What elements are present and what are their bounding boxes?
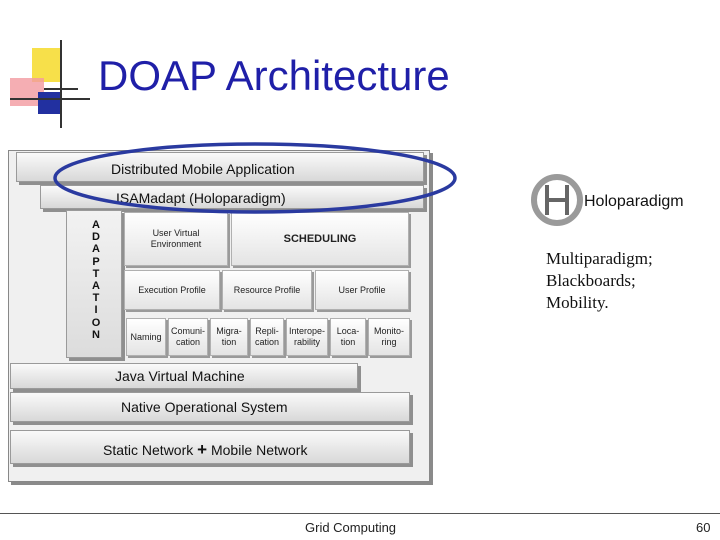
location-box: Loca- tion [330, 318, 366, 356]
resource-profile-box: Resource Profile [222, 270, 312, 310]
network-layer [10, 430, 410, 464]
interoperability-box: Interope- rability [286, 318, 328, 356]
adaptation-letter: A [92, 219, 100, 231]
page-number: 60 [696, 520, 711, 535]
adaptation-letter: A [92, 243, 100, 256]
holoparadigm-label: Holoparadigm [584, 193, 684, 210]
adaptation-letters [86, 219, 106, 341]
adaptation-letter: T [92, 292, 100, 305]
adaptation-letter: O [91, 316, 101, 329]
feature-item: Mobility. [546, 293, 609, 312]
footer-divider [0, 513, 720, 514]
highlight-ellipse [50, 138, 460, 218]
mobile-network-label: Mobile Network [210, 442, 308, 458]
adaptation-letter: N [92, 328, 100, 341]
footer-center-text: Grid Computing [305, 520, 397, 535]
isamadapt-label: ISAMadapt (Holoparadigm) [116, 190, 286, 206]
static-network-label: Static Network [103, 442, 194, 458]
slide-title: DOAP Architecture [98, 52, 450, 99]
migration-box: Migra- tion [210, 318, 248, 356]
distributed-app-label: Distributed Mobile Application [111, 161, 295, 177]
feature-item: Blackboards; [546, 271, 636, 290]
user-profile-box: User Profile [315, 270, 409, 310]
replication-box: Repli- cation [250, 318, 284, 356]
feature-item: Multiparadigm; [546, 249, 653, 268]
plus-symbol: + [197, 440, 208, 459]
jvm-label: Java Virtual Machine [115, 368, 245, 384]
adaptation-letter: D [92, 231, 100, 244]
user-virtual-environment-box: User Virtual Environment [124, 212, 228, 266]
jvm-layer [10, 363, 358, 389]
adaptation-letter: T [92, 267, 100, 280]
execution-profile-box: Execution Profile [124, 270, 220, 310]
naming-box: Naming [126, 318, 166, 356]
native-os-layer [10, 392, 410, 422]
communication-box: Comuni- cation [168, 318, 208, 356]
adaptation-letter: I [94, 304, 98, 317]
monitoring-box: Monito- ring [368, 318, 410, 356]
native-os-label: Native Operational System [121, 399, 288, 415]
scheduling-box: SCHEDULING [231, 212, 409, 266]
adaptation-letter: A [92, 280, 100, 293]
feature-list [546, 248, 653, 314]
adaptation-letter: P [92, 255, 100, 268]
holoparadigm-logo-icon [529, 172, 585, 228]
